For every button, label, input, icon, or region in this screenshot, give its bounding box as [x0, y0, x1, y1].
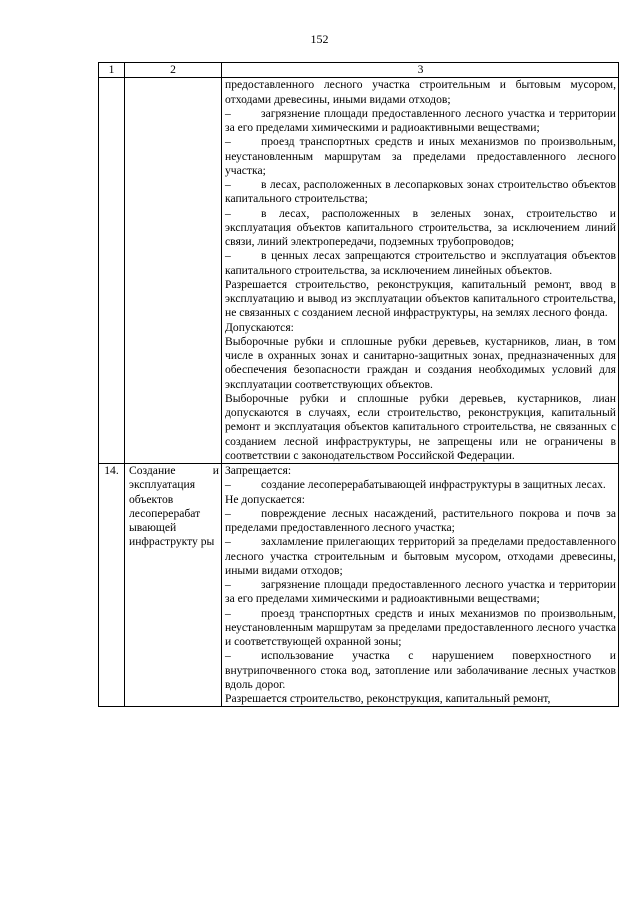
table-row-14 [99, 464, 619, 707]
bullet-paragraph [225, 578, 616, 607]
paragraph-text: повреждение лесных насаждений, растительного покрова и почв за пределами предоставленного лесного участка; [225, 506, 616, 534]
dash-bullet: – [225, 478, 231, 492]
page-number: 152 [310, 32, 329, 46]
paragraph-text: Разрешается строительство, реконструкция, капитальный ремонт, [225, 692, 551, 705]
dash-bullet: – [225, 506, 231, 520]
dash-bullet: – [225, 106, 231, 120]
paragraph-text: загрязнение площади предоставленного лесного участка и территории за его пределами химическими и радиоактивными веществами; [225, 578, 616, 606]
bullet-paragraph [225, 478, 616, 492]
paragraph [225, 78, 616, 107]
bullet-paragraph [225, 207, 616, 250]
regulations-table [98, 62, 619, 707]
paragraph-text: создание лесоперерабатывающей инфраструктуры в защитных лесах. [261, 478, 606, 492]
paragraph-text: Выборочные рубки и сплошные рубки деревьев, кустарников, лиан, в том числе в охранных зонах и санитарно-защитных зонах, предназначенных для обеспечения безопасности граждан и создания необходимых условий для эксплуатации соответствующих объектов. [225, 334, 616, 391]
paragraph-text: в ценных лесах запрещаются строительство и эксплуатация объектов капитального строительства, за исключением линейных объектов. [225, 249, 616, 277]
dash-bullet: – [225, 178, 231, 191]
paragraph [225, 278, 616, 321]
header-col-3: 3 [222, 63, 619, 78]
paragraph [225, 321, 616, 335]
table-header-row [99, 63, 619, 78]
bullet-paragraph [225, 535, 616, 578]
header-col-2: 2 [125, 63, 222, 78]
paragraph-text: захламление прилегающих территорий за пределами предоставленного лесного участка строительным и бытовым мусором, отходами древесины, иными видами отходов; [225, 535, 616, 577]
paragraph-text: Допускаются: [225, 320, 294, 334]
dash-bullet: – [225, 606, 231, 620]
paragraph [225, 692, 616, 706]
dash-bullet: – [225, 206, 231, 220]
paragraph [225, 392, 616, 463]
paragraph-text: проезд транспортных средств и иных механизмов по произвольным, неустановленным маршрутам за пределами предоставленного лесного участка и соответствующей охранной зоны; [225, 606, 616, 648]
paragraph [225, 493, 616, 507]
bullet-paragraph [225, 607, 616, 650]
dash-bullet: – [225, 578, 231, 591]
row-requirements-cell [222, 78, 619, 464]
paragraph-text: проезд транспортных средств и иных механизмов по произвольным, неустановленным маршрутам за пределами предоставленного лесного участка; [225, 135, 616, 177]
row-number [99, 78, 125, 464]
paragraph-text: Разрешается строительство, реконструкция, капитальный ремонт, ввод в эксплуатацию и вывод из эксплуатации объектов капитального строительства, не связанных с созданием лесной инфраструктуры, на землях лесного фонда. [225, 277, 616, 320]
bullet-paragraph [225, 107, 616, 136]
paragraph-text: использование участка с нарушением поверхностного и внутрипочвенного стока вод, затопление или заболачивание лесных участков вдоль дорог. [225, 649, 616, 691]
paragraph-text: предоставленного лесного участка строительным и бытовым мусором, отходами древесины, иными видами отходов; [225, 78, 616, 106]
row-activity-name [125, 78, 222, 464]
row-number: 14. [99, 464, 125, 707]
bullet-paragraph [225, 135, 616, 178]
dash-bullet: – [225, 535, 231, 549]
paragraph-text: Запрещается: [225, 464, 292, 477]
dash-bullet: – [225, 249, 231, 263]
paragraph-text: загрязнение площади предоставленного лесного участка и территории за его пределами химическими и радиоактивными веществами; [225, 106, 616, 134]
header-col-1: 1 [99, 63, 125, 78]
bullet-paragraph [225, 178, 616, 207]
dash-bullet: – [225, 135, 231, 149]
bullet-paragraph [225, 507, 616, 536]
paragraph-text: в лесах, расположенных в лесопарковых зонах строительство объектов капитального строительства; [225, 178, 616, 206]
table-row-continued [99, 78, 619, 464]
paragraph [225, 335, 616, 392]
bullet-paragraph [225, 249, 616, 278]
bullet-paragraph [225, 649, 616, 692]
paragraph-text: Не допускается: [225, 492, 305, 506]
paragraph-text: Выборочные рубки и сплошные рубки деревьев, кустарников, лиан допускаются в случаях, если строительство, реконструкция, капитальный ремонт и эксплуатация объектов капитального строительства, не связанных с созданием лесной инфраструктуры, не запрещены или не ограничены в соответствии с законодательством Российской Федерации. [225, 391, 616, 462]
dash-bullet: – [225, 649, 231, 663]
paragraph-text: в лесах, расположенных в зеленых зонах, строительство и эксплуатация объектов капитального строительства, за исключением линий связи, линий электропередачи, подземных трубопроводов; [225, 206, 616, 248]
row-activity-name: Создание и эксплуатация объектов лесоперерабат ывающей инфраструкту ры [125, 464, 222, 707]
paragraph [225, 464, 616, 478]
row-requirements-cell [222, 464, 619, 707]
